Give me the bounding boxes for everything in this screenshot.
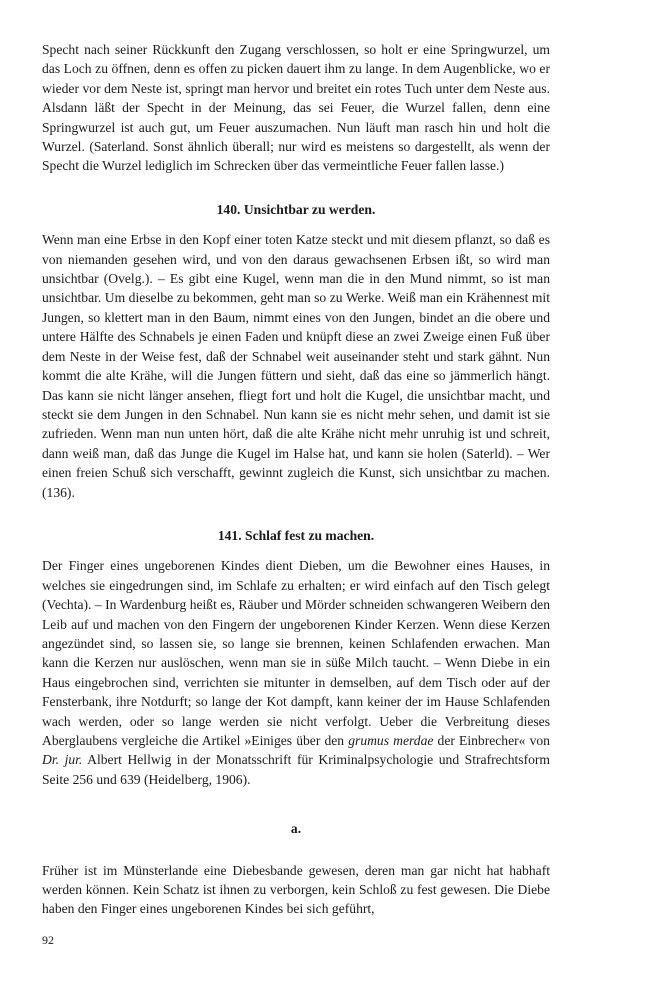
section-141-text-part3: Albert Hellwig in der Monatsschrift für Kriminalpsychologie und Strafrechtsform Seite 256 und 639 (Heidelberg, 1906). xyxy=(42,752,550,787)
subsection-a-heading: a. xyxy=(290,821,302,837)
section-141-text-part2: der Einbrecher« von xyxy=(433,733,550,748)
section-141-italic-drjur: Dr. jur. xyxy=(42,752,83,768)
section-141-paragraph xyxy=(42,556,550,789)
subsection-a-paragraph: Früher ist im Münsterlande eine Diebesbande gewesen, deren man gar nicht hat habhaft werden können. Kein Schatz ist ihnen zu verborgen, kein Schloß zu fest gewesen. Die Diebe haben den Finger eines ungeborenen Kindes bei sich geführt, xyxy=(42,862,550,917)
section-141-italic-grumus: grumus merdae xyxy=(348,733,434,748)
section-140-heading: 140. Unsichtbar zu werden. xyxy=(216,201,376,217)
intro-paragraph: Specht nach seiner Rückkunft den Zugang verschlossen, so holt er eine Springwurzel, um das Loch zu öffnen, denn es offen zu picken dauert ihm zu lange. In dem Augenblicke, wo er wieder vor dem Neste ist, springt man hervor und breitet ein rotes Tuch unter dem Neste aus. Alsdann läßt der Specht in der Meinung, das sei Feuer, die Wurzel fallen, denn eine Springwurzel ist auch gut, um Feuer auszumachen. Nun läuft man rasch hin und holt die Wurzel. (Saterland. Sonst ähnlich überall; nur wird es meistens so dargestellt, als wenn der Specht die Wurzel lediglich im Schrecken über das vermeintliche Feuer fallen lasse.) xyxy=(42,42,550,174)
section-141-text-part1: Der Finger eines ungeborenen Kindes dient Dieben, um die Bewohner eines Hauses, in welches sie eingedrungen sind, im Schlafe zu erhalten; er wird einfach auf den Tisch gelegt (Vechta). – In Wardenburg heißt es, Räuber und Mörder schneiden schwangeren Weibern den Leib auf und machen von den Fingern der ungeborenen Kinder Kerzen. Wenn diese Kerzen angezündet sind, so lassen sie, so lange sie brennen, keinen Schlafenden erwachen. Man kann die Kerzen nur auslöschen, wenn man sie in süße Milch taucht. – Wenn Diebe in ein Haus eingebrochen sind, verrichten sie mitunter in demselben, auf dem Tisch oder auf der Fensterbank, ihre Notdurft; so lange der Kot dampft, kann keiner der im Hause Schlafenden wach werden, oder so lange werden sie nicht verfolgt. Ueber die Verbreitung dieses Aberglaubens vergleiche die Artikel »Einiges über den xyxy=(42,558,550,748)
page-body xyxy=(42,40,550,919)
section-141-heading: 141. Schlaf fest zu machen. xyxy=(217,527,375,543)
page-number: 92 xyxy=(42,933,54,947)
section-140-paragraph: Wenn man eine Erbse in den Kopf einer toten Katze steckt und mit diesem pflanzt, so daß es von niemanden gesehen wird, und von den daraus gewachsenen Erbsen ißt, so wird man unsichtbar (Ovelg.). – Es gibt eine Kugel, wenn man die in den Mund nimmt, so ist man unsichtbar. Um dieselbe zu bekommen, geht man so zu Werke. Weiß man ein Krähennest mit Jungen, so klettert man in den Baum, nimmt eines von den Jungen, bindet an die obere und untere Hälfte des Schnabels je einen Faden und knüpft diese an zwei Zweige einen Fuß über dem Neste in der Weise fest, daß der Schnabel weit auseinander steht und stark gähnt. Nun kommt die alte Krähe, will die Jungen füttern und sieht, daß das eine so jämmerlich hängt. Das kann sie nicht länger ansehen, fliegt fort und holt die Kugel, die unsichtbar macht, und steckt sie dem Jungen in den Schnabel. Nun kann sie es nicht mehr sehen, und damit ist sie zufrieden. Wenn man nun unten hört, daß die alte Krähe nicht mehr unruhig ist und schreit, dann weiß man, daß das Junge die Kugel im Halse hat, und kann sie holen (Saterld). – Wer einen freien Schuß sich verschafft, gewinnt zugleich die Kunst, sich unsichtbar zu machen. (136). xyxy=(42,232,550,500)
